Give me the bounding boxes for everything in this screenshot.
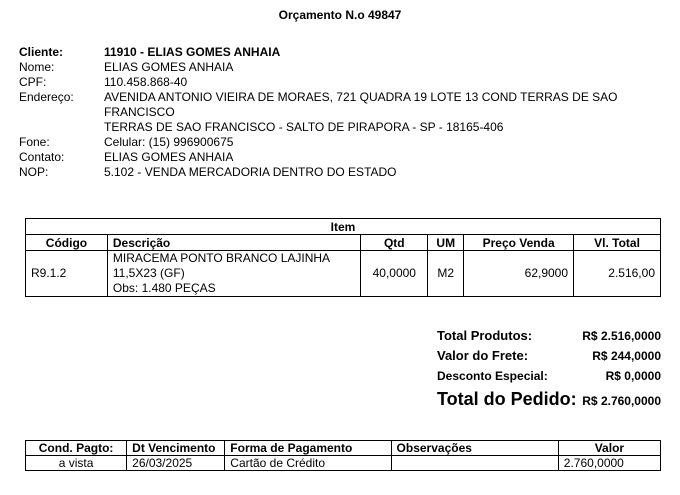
item-total: 2.516,00 xyxy=(574,251,661,297)
header-um: UM xyxy=(428,235,464,251)
desconto-row xyxy=(437,369,661,383)
name-label: Nome: xyxy=(19,60,55,74)
items-header-row xyxy=(26,235,661,251)
item-desc-line-1: MIRACEMA PONTO BRANCO LAJINHA xyxy=(112,251,331,265)
nop-label: NOP: xyxy=(19,165,49,179)
name-value: ELIAS GOMES ANHAIA xyxy=(104,60,234,74)
phone-row xyxy=(19,135,644,150)
phone-value: Celular: (15) 996900675 xyxy=(104,135,234,149)
items-caption-row xyxy=(26,219,661,235)
client-info xyxy=(19,45,644,180)
payment-table xyxy=(25,440,661,471)
client-row xyxy=(19,45,644,60)
contact-value: ELIAS GOMES ANHAIA xyxy=(104,150,234,164)
header-cond: Cond. Pagto: xyxy=(26,441,127,456)
address-row xyxy=(19,90,644,135)
nop-value: 5.102 - VENDA MERCADORIA DENTRO DO ESTADO xyxy=(104,165,397,179)
payment-header-row xyxy=(26,441,661,456)
address-label: Endereço: xyxy=(19,90,74,104)
total-pedido-row xyxy=(437,389,661,410)
frete-row xyxy=(437,348,661,363)
total-pedido-value: R$ 2.760,0000 xyxy=(582,394,661,408)
address-value xyxy=(104,90,644,135)
pay-vencimento: 26/03/2025 xyxy=(127,456,225,471)
desconto-value: R$ 0,0000 xyxy=(605,369,661,383)
contact-label: Contato: xyxy=(19,150,65,164)
pay-observacoes xyxy=(391,456,558,471)
table-row xyxy=(26,456,661,471)
name-row xyxy=(19,60,644,75)
header-total: Vl. Total xyxy=(574,235,661,251)
address-line-2: TERRAS DE SAO FRANCISCO - SALTO DE PIRAPORA - SP - 18165-406 xyxy=(104,120,504,134)
header-forma: Forma de Pagamento xyxy=(225,441,391,456)
document-title: Orçamento N.o 49847 xyxy=(278,8,402,22)
header-observacoes: Observações xyxy=(391,441,558,456)
total-produtos-row xyxy=(437,328,661,343)
total-pedido-label: Total do Pedido: xyxy=(437,389,577,409)
desconto-label: Desconto Especial: xyxy=(437,369,548,383)
item-desc-line-2: 11,5X23 (GF) xyxy=(112,266,185,280)
item-qtd: 40,0000 xyxy=(361,251,428,297)
frete-label: Valor do Frete: xyxy=(437,348,529,363)
pay-cond: a vista xyxy=(26,456,127,471)
item-codigo: R9.1.2 xyxy=(26,251,108,297)
cpf-value: 110.458.868-40 xyxy=(104,75,188,89)
header-qtd: Qtd xyxy=(361,235,428,251)
cpf-row xyxy=(19,75,644,90)
phone-label: Fone: xyxy=(19,135,50,149)
item-desc-line-3: Obs: 1.480 PEÇAS xyxy=(112,281,216,295)
items-table xyxy=(25,218,661,297)
items-caption: Item xyxy=(26,219,661,235)
client-value: 11910 - ELIAS GOMES ANHAIA xyxy=(104,45,281,59)
header-codigo: Código xyxy=(26,235,108,251)
nop-row xyxy=(19,165,644,180)
address-line-1: AVENIDA ANTONIO VIEIRA DE MORAES, 721 QUADRA 19 LOTE 13 COND TERRAS DE SAO FRANCISCO xyxy=(104,90,618,119)
total-produtos-value: R$ 2.516,0000 xyxy=(582,329,661,343)
total-produtos-label: Total Produtos: xyxy=(437,328,533,343)
item-um: M2 xyxy=(428,251,464,297)
header-descricao: Descrição xyxy=(107,235,360,251)
header-valor: Valor xyxy=(558,441,660,456)
header-preco: Preço Venda xyxy=(464,235,574,251)
cpf-label: CPF: xyxy=(19,75,47,89)
contact-row xyxy=(19,150,644,165)
client-label: Cliente: xyxy=(19,45,64,59)
table-row xyxy=(26,251,661,297)
item-preco: 62,9000 xyxy=(464,251,574,297)
pay-valor: 2.760,0000 xyxy=(558,456,660,471)
pay-forma: Cartão de Crédito xyxy=(225,456,391,471)
frete-value: R$ 244,0000 xyxy=(592,349,661,363)
item-descricao xyxy=(107,251,360,297)
header-vencimento: Dt Vencimento xyxy=(127,441,225,456)
